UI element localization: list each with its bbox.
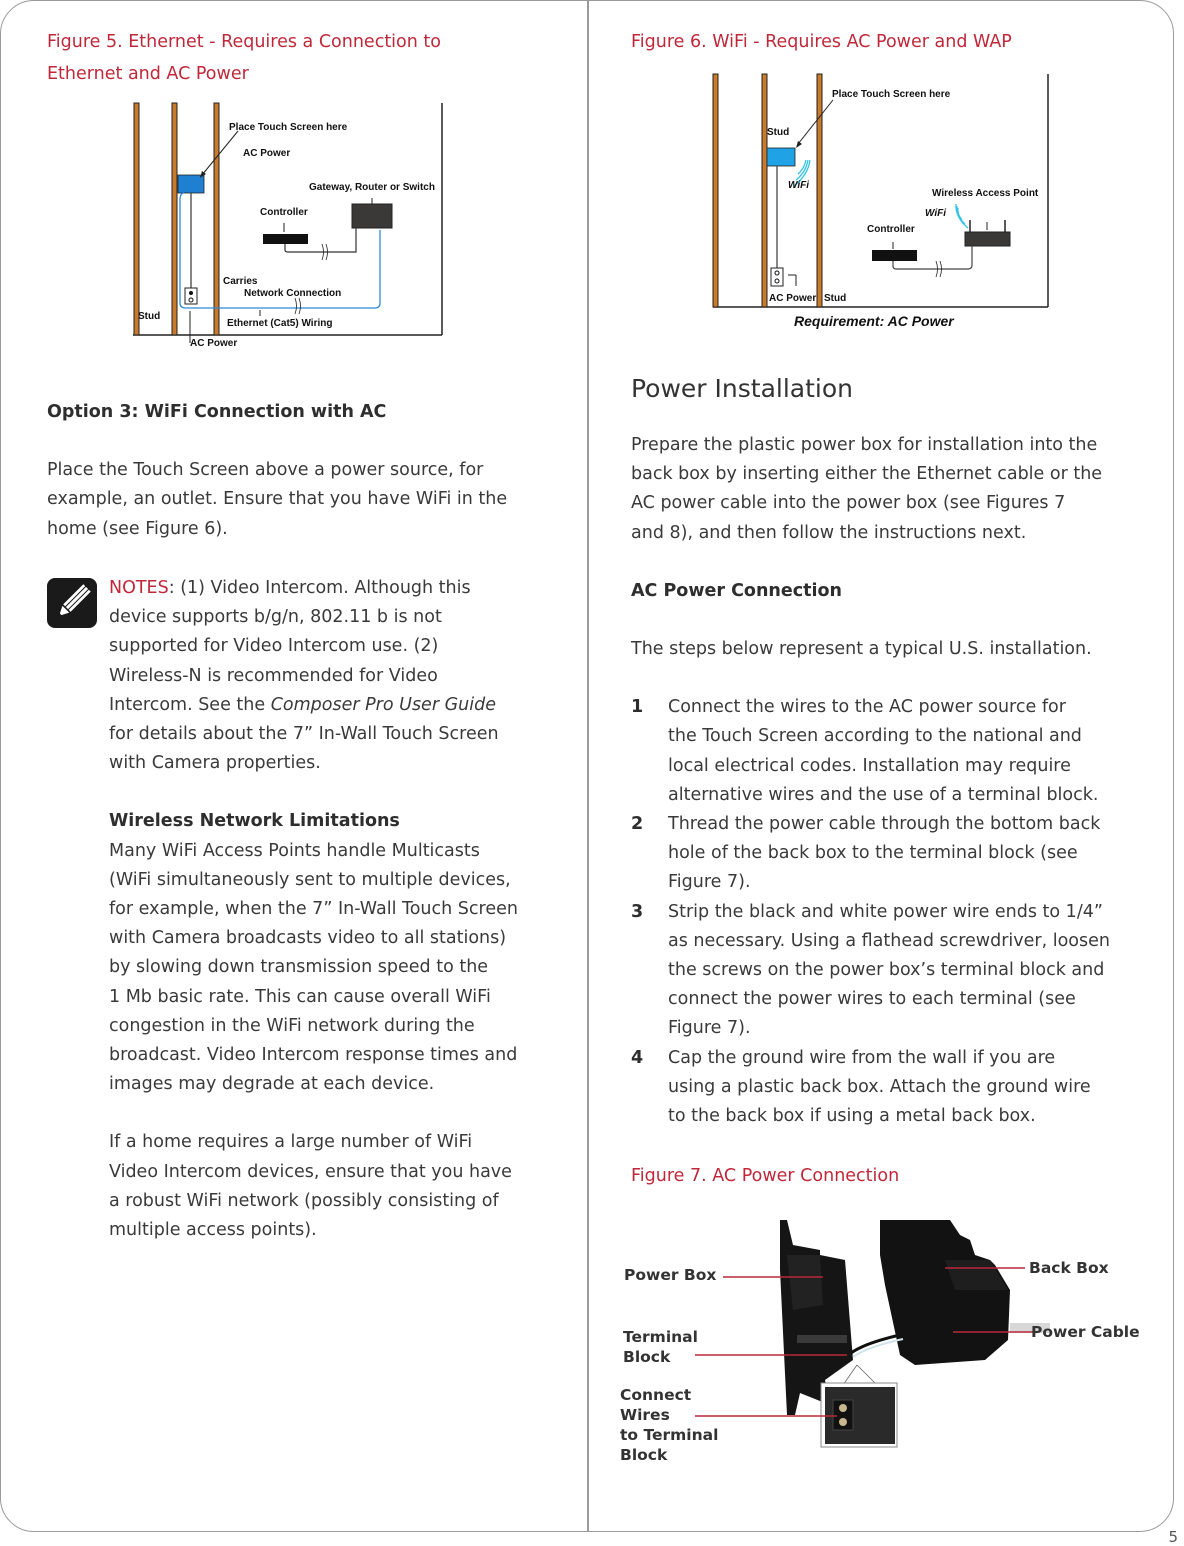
- option3-paragraph: Place the Touch Screen above a power source, for example, an outlet. Ensure that you have WiFi in the home (see Figure 6).: [47, 460, 508, 539]
- fig6-stud-top-label: Stud: [767, 127, 790, 138]
- fig7-back-box-label: Back Box: [1029, 1259, 1109, 1277]
- fig5-ac-power-top-label: AC Power: [243, 148, 291, 159]
- guide-reference: Composer Pro User Guide: [270, 694, 496, 715]
- figure7-caption: Figure 7. AC Power Connection: [631, 1166, 900, 1187]
- fig5-carries-label: Carries: [223, 276, 258, 287]
- step-number: 2: [631, 814, 644, 835]
- fig6-place-label: Place Touch Screen here: [832, 89, 951, 100]
- step-3: 3 Strip the black and white power wire ends to 1/4” as necessary. Using a flathead screwdriver, loosen the screws on the power box’s terminal block and connect the power wires to each terminal (see Figure 7).: [631, 898, 1141, 1044]
- step-number: 1: [631, 697, 644, 718]
- fig5-stud-label: Stud: [138, 311, 161, 322]
- fig7-terminal-block-label: Terminal Block: [623, 1328, 698, 1366]
- fig5-network-connection-label: Network Connection: [244, 288, 342, 299]
- wifi-wiring-diagram: [710, 72, 1055, 334]
- wireless-heading: Wireless Network Limitations: [109, 811, 400, 832]
- fig6-wifi-screen-label: WiFi: [788, 180, 810, 191]
- fig6-requirement-label: Requirement: AC Power: [794, 313, 954, 329]
- power-installation-section: [631, 372, 1141, 1192]
- step-1: 1 Connect the wires to the AC power source for the Touch Screen according to the national and local electrical codes. Installation may require alternative wires and the use of a terminal block.: [631, 693, 1141, 810]
- step-4: 4 Cap the ground wire from the wall if you are using a plastic back box. Attach the ground wire to the back box if using a metal back box.: [631, 1044, 1141, 1132]
- notes-block: [47, 574, 547, 1254]
- ethernet-wiring-diagram: [130, 98, 450, 353]
- fig6-controller-label: Controller: [867, 224, 915, 235]
- steps-intro: The steps below represent a typical U.S. installation.: [631, 639, 1092, 660]
- step-number: 4: [631, 1047, 644, 1068]
- step-number: 3: [631, 901, 644, 922]
- fig5-ethernet-wiring-label: Ethernet (Cat5) Wiring: [227, 318, 333, 329]
- wireless-paragraph: Many WiFi Access Points handle Multicasts (WiFi simultaneously sent to multiple devices, for example, when the 7” In-Wall Touch Screen with Camera broadcasts video to all stations) by slowing down transmission speed to the 1 Mb basic rate. This can cause overall WiFi congestion in the WiFi network during the broadcast. Video Intercom response times and images may degrade at each device.: [109, 840, 518, 1095]
- ac-power-heading: AC Power Connection: [631, 580, 842, 601]
- step-2: 2 Thread the power cable through the bottom back hole of the back box to the terminal block (see Figure 7).: [631, 810, 1141, 898]
- home-paragraph: If a home requires a large number of WiFi Video Intercom devices, ensure that you have a robust WiFi network (possibly consisting of multiple access points).: [109, 1132, 512, 1241]
- option3-heading: Option 3: WiFi Connection with AC: [47, 402, 387, 422]
- option3-section: [47, 398, 542, 544]
- figure6-caption: Figure 6. WiFi - Requires AC Power and WAP: [631, 32, 1012, 52]
- figure5-caption: Figure 5. Ethernet - Requires a Connection to Ethernet and AC Power: [47, 32, 441, 84]
- power-installation-title: Power Installation: [631, 374, 853, 403]
- left-column: [47, 26, 542, 90]
- fig7-power-box-label: Power Box: [624, 1266, 717, 1284]
- fig6-wap-label: Wireless Access Point: [932, 188, 1039, 199]
- power-installation-intro: Prepare the plastic power box for installation into the back box by inserting either the Ethernet cable or the AC power cable into the power box (see Figures 7 and 8), and then follow the instructions next.: [631, 435, 1103, 543]
- fig5-controller-label: Controller: [260, 207, 308, 218]
- right-column: [631, 26, 1131, 58]
- fig6-wifi-wap-label: WiFi: [925, 208, 947, 219]
- page-number: 5: [1168, 1528, 1178, 1546]
- notes-text: NOTES: (1) Video Intercom. Although this device supports b/g/n, 802.11 b is not supported for Video Intercom use. (2) Wireless-N is recommended for Video Intercom. See the Composer Pro User Guide for details about the 7” In-Wall Touch Screen with Camera properties. Wireless Network Limitations Many WiFi Access Points handle Multicasts (WiFi simultaneously sent to multiple devices, for example, when the 7” In-Wall Touch Screen with Camera broadcasts video to all stations) by slowing down transmission speed to the 1 Mb basic rate. This can cause overall WiFi congestion in the WiFi network during the broadcast. Video Intercom response times and images may degrade at each device. If a home requires a large number of WiFi Video Intercom devices, ensure that you have a robust WiFi network (possibly consisting of multiple access points).: [109, 574, 549, 1245]
- fig5-ac-power-bottom-label: AC Power: [190, 338, 238, 349]
- fig6-ac-power-label: AC Power: [769, 293, 817, 304]
- fig5-gateway-label: Gateway, Router or Switch: [309, 182, 435, 193]
- fig7-connect-wires-label: Connect Wires to Terminal Block: [620, 1386, 719, 1464]
- column-divider: [587, 0, 589, 1532]
- pencil-note-icon: [47, 578, 97, 628]
- fig7-power-cable-label: Power Cable: [1031, 1323, 1140, 1341]
- notes-label: NOTES: [109, 578, 169, 598]
- fig5-place-label: Place Touch Screen here: [229, 122, 348, 133]
- figure7-photo: [615, 1215, 1155, 1470]
- figure5-diagram: [130, 98, 450, 353]
- figure6-diagram: [710, 72, 1055, 334]
- fig6-stud-bottom-label: Stud: [824, 293, 847, 304]
